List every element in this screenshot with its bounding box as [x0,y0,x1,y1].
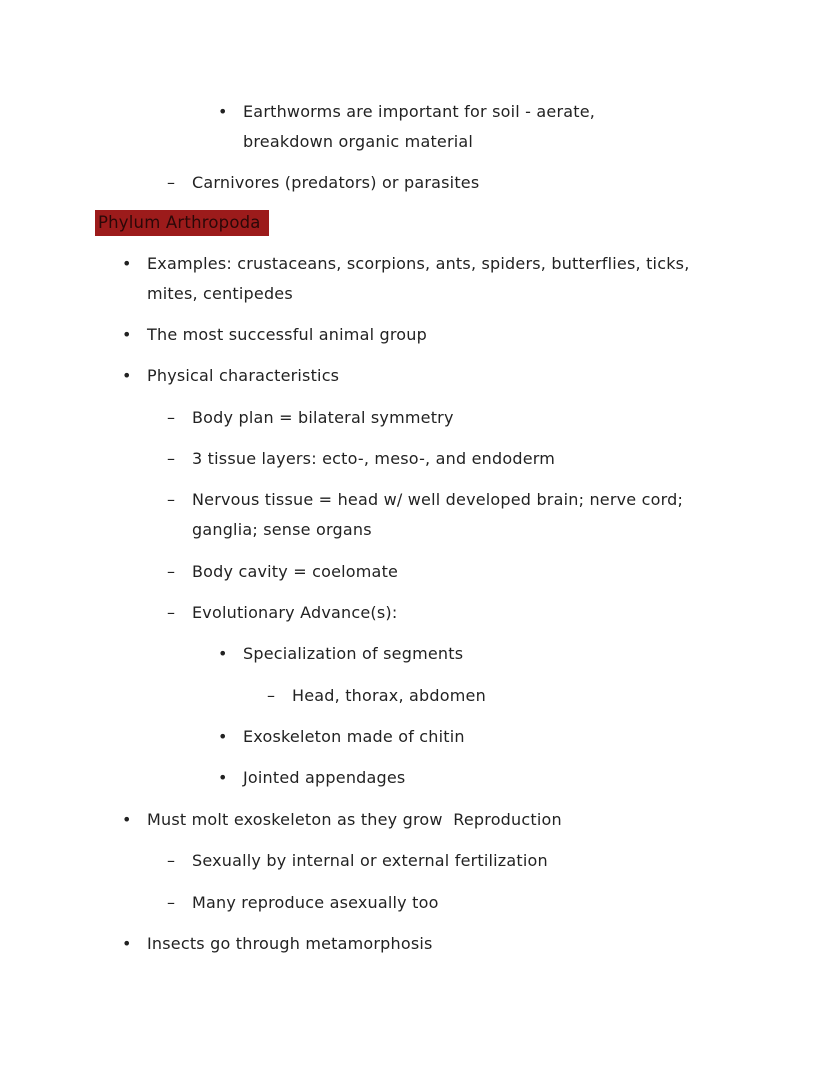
note-text [147,361,339,391]
note-text [192,888,439,918]
note-item [167,557,828,587]
note-text [192,168,479,198]
dash-icon: – [167,603,176,623]
note-text [243,763,405,793]
note-line: Earthworms are important for soil - aerate, [243,102,596,121]
note-text [243,639,463,669]
note-line: Physical characteristics [147,366,340,386]
note-line: Evolutionary Advance(s): [192,603,398,623]
dash-icon: – [167,851,176,871]
note-text [192,444,555,474]
notes-list [0,97,828,970]
bullet-icon: • [218,102,228,121]
note-text [147,249,689,309]
section-heading [95,210,269,236]
note-text [192,403,454,433]
bullet-icon: • [218,644,228,664]
note-text [292,681,486,711]
note-text [147,929,433,959]
note-line: Jointed appendages [243,768,406,788]
note-item [122,929,828,959]
note-item [267,681,828,711]
note-text [147,805,562,835]
note-line: 3 tissue layers: ecto-, meso-, and endoderm [192,449,556,469]
dash-icon: – [167,449,176,469]
note-line: Carnivores (predators) or parasites [192,173,480,193]
bullet-icon: • [122,809,132,829]
note-line: Insects go through metamorphosis [147,933,433,953]
note-text [147,320,427,350]
note-line: Exoskeleton made of chitin [243,727,465,747]
note-line: Head, thorax, abdomen [292,685,486,705]
note-item [167,485,828,545]
note-line: mites, centipedes [147,283,293,303]
note-item [167,888,828,918]
dash-icon: – [267,685,276,705]
section-heading-row [95,210,828,236]
note-item [167,598,828,628]
bullet-icon: • [122,253,132,273]
note-line: Examples: crustaceans, scorpions, ants, spiders, butterflies, ticks, [147,253,690,273]
note-item [167,846,828,876]
note-text [243,97,595,157]
note-line: ganglia; sense organs [192,520,372,540]
note-item [218,763,828,793]
note-item [218,639,828,669]
note-item [167,444,828,474]
dash-icon: – [167,490,176,510]
note-text [192,485,683,545]
bullet-icon: • [122,325,132,345]
note-line: Must molt exoskeleton as they grow Reproduction [147,809,562,829]
note-item [122,361,828,391]
note-line: Body plan = bilateral symmetry [192,407,454,427]
note-line: Nervous tissue = head w/ well developed brain; nerve cord; [192,490,684,510]
note-item [167,168,828,198]
note-text [243,722,465,752]
note-line: Many reproduce asexually too [192,892,439,912]
bullet-icon: • [122,933,132,953]
note-text [192,557,398,587]
note-text [192,598,397,628]
note-line: Phylum Arthropoda [98,212,261,232]
bullet-icon: • [218,727,228,747]
note-line: Body cavity = coelomate [192,561,399,581]
note-item [122,805,828,835]
dash-icon: – [167,892,176,912]
dash-icon: – [167,407,176,427]
bullet-icon: • [218,768,228,788]
dash-icon: – [167,561,176,581]
note-item [122,249,828,309]
note-item [167,403,828,433]
note-line: Sexually by internal or external fertilization [192,851,548,871]
note-line: Specialization of segments [243,644,464,664]
note-item [218,722,828,752]
note-line: The most successful animal group [147,325,427,345]
bullet-icon: • [122,366,132,386]
note-line: breakdown organic material [243,132,474,151]
note-item [218,97,828,157]
dash-icon: – [167,173,176,193]
note-item [122,320,828,350]
note-text [192,846,548,876]
